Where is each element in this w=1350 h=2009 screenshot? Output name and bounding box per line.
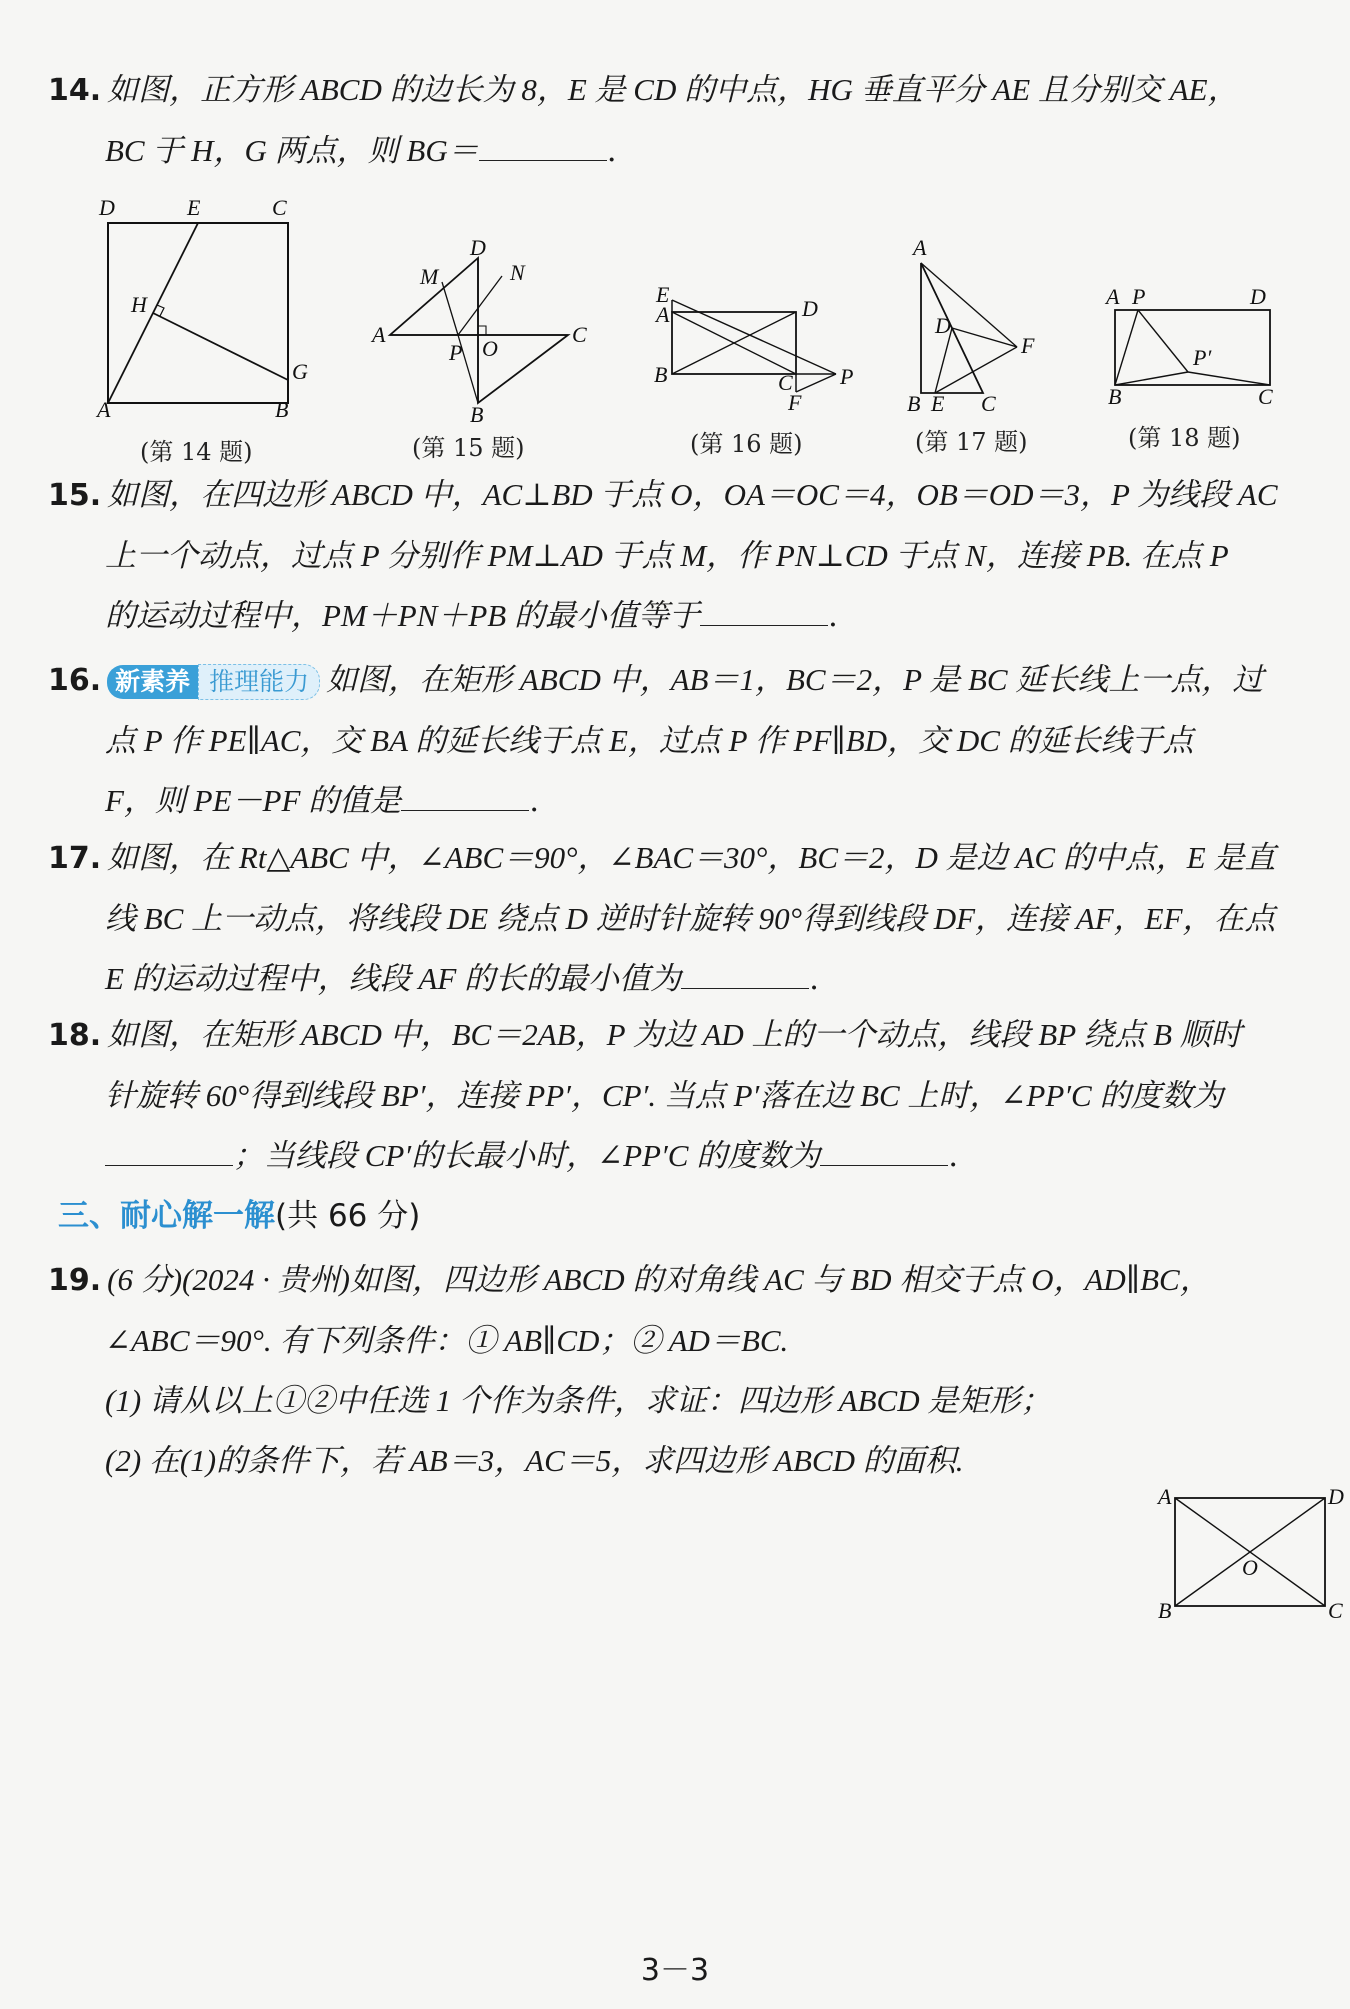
point-label: E (187, 195, 201, 220)
point-label: P (840, 364, 854, 389)
figure-17 (905, 235, 1065, 415)
figure-caption: (第 18 题) (1128, 424, 1241, 452)
section-header (58, 1190, 420, 1235)
question-text: . (948, 1138, 959, 1174)
point-label: B (1158, 1598, 1172, 1620)
question-text: ；当线段 CP′的长最小时，∠PP′C 的度数为 (233, 1138, 821, 1173)
point-label: B (654, 362, 668, 387)
tag-reasoning: 推理能力 (198, 664, 320, 700)
figure-16 (650, 282, 865, 412)
question-text: 如图，在矩形 ABCD 中，AB＝1，BC＝2，P 是 BC 延长线上一点，过 (326, 662, 1264, 697)
question-number: 18. (48, 1018, 102, 1053)
point-label: P (1132, 284, 1146, 309)
point-label: B (275, 397, 289, 420)
point-label: A (656, 302, 670, 327)
point-label: D (99, 195, 115, 220)
point-label: P (449, 340, 463, 365)
question-17 (48, 828, 1322, 1009)
point-label: O (482, 336, 498, 361)
answer-blank[interactable] (105, 1164, 233, 1166)
section-title: 三、耐心解一解 (58, 1198, 275, 1234)
question-text: . (809, 961, 819, 997)
tag-new-literacy: 新素养 (107, 665, 198, 699)
question-18 (48, 1005, 1322, 1186)
figure-caption: (第 16 题) (690, 430, 803, 458)
question-text: 点 P 作 PE∥AC，交 BA 的延长线于点 E，过点 P 作 PF∥BD，交 DC 的延长线于点 (105, 723, 1194, 758)
question-text: 如图，在 Rt△ABC 中，∠ABC＝90°，∠BAC＝30°，BC＝2，D 是边 AC 的中点，E 是直 (107, 840, 1276, 875)
question-text: 如图，在四边形 ABCD 中，AC⊥BD 于点 O，OA＝OC＝4，OB＝OD＝3，P 为线段 AC (107, 477, 1278, 512)
point-label: A (1158, 1484, 1172, 1509)
question-text: . (828, 598, 838, 634)
figure-18 (1100, 282, 1285, 412)
point-label: A (97, 397, 111, 420)
question-19 (48, 1250, 1322, 1491)
point-label: E (656, 282, 670, 307)
question-text: ∠ABC＝90°. 有下列条件：① AB∥CD；② AD＝BC. (105, 1323, 789, 1358)
figure-caption: (第 17 题) (915, 428, 1028, 456)
question-text: 的运动过程中，PM＋PN＋PB 的最小值等于 (105, 598, 700, 633)
figure-caption: (第 15 题) (412, 434, 525, 462)
figure-caption: (第 14 题) (140, 438, 253, 466)
question-14 (48, 60, 1322, 181)
point-label: C (981, 391, 996, 415)
question-number: 15. (48, 478, 102, 513)
point-label: D (935, 313, 951, 338)
point-label: D (1328, 1484, 1344, 1509)
point-label: D (470, 240, 486, 260)
question-number: 16. (48, 663, 102, 698)
question-text: 如图，在矩形 ABCD 中，BC＝2AB，P 为边 AD 上的一个动点，线段 BP 绕点 B 顺时 (107, 1017, 1242, 1052)
point-label: B (1108, 384, 1122, 409)
question-text: . (606, 133, 617, 169)
question-text: 线 BC 上一动点，将线段 DE 绕点 D 逆时针旋转 90°得到线段 DF，连接 AF，EF，在点 (105, 901, 1276, 936)
question-text: BC 于 H，G 两点，则 BG＝ (105, 133, 479, 168)
point-label: C (1328, 1598, 1343, 1620)
question-text: 如图，正方形 ABCD 的边长为 8，E 是 CD 的中点，HG 垂直平分 AE 且分别交 AE， (107, 72, 1239, 107)
point-label: E (931, 391, 945, 415)
question-text: (6 分)(2024 · 贵州)如图，四边形 ABCD 的对角线 AC 与 BD 相交于点 O，AD∥BC， (107, 1262, 1211, 1297)
question-text: . (529, 783, 540, 819)
point-label: D (1250, 284, 1266, 309)
point-label: F (788, 390, 802, 412)
question-text: E 的运动过程中，线段 AF 的长的最小值为 (105, 961, 682, 996)
answer-blank[interactable] (479, 159, 607, 161)
point-label: C (272, 195, 287, 220)
point-label: P′ (1193, 345, 1212, 370)
question-text: (2) 在(1)的条件下，若 AB＝3，AC＝5，求四边形 ABCD 的面积. (105, 1443, 964, 1478)
point-label: A (372, 322, 386, 347)
point-label: F (1021, 333, 1035, 358)
point-label: B (907, 391, 921, 415)
question-number: 19. (48, 1263, 102, 1298)
page-number: 3－3 (640, 1953, 710, 1988)
section-points: (共 66 分) (275, 1198, 421, 1234)
point-label: C (572, 322, 587, 347)
point-label: N (510, 260, 525, 285)
point-label: A (1106, 284, 1120, 309)
point-label: C (778, 370, 793, 395)
point-label: C (1258, 384, 1273, 409)
figure-19 (1150, 1480, 1345, 1620)
point-label: H (131, 292, 147, 317)
question-text: F，则 PE－PF 的值是 (105, 783, 402, 818)
point-label: D (802, 296, 818, 321)
point-label: G (292, 359, 308, 384)
point-label: M (420, 264, 439, 289)
answer-blank[interactable] (401, 809, 529, 811)
question-text: (1) 请从以上①②中任选 1 个作为条件，求证：四边形 ABCD 是矩形； (105, 1383, 1052, 1418)
question-15 (48, 465, 1322, 646)
point-label: B (470, 402, 484, 425)
question-16 (48, 650, 1322, 831)
question-number: 17. (48, 841, 102, 876)
figure-15 (370, 240, 590, 425)
question-text: 针旋转 60°得到线段 BP′，连接 PP′，CP′. 当点 P′落在边 BC 上时，∠PP′C 的度数为 (105, 1078, 1224, 1113)
figure-14 (95, 195, 320, 420)
question-number: 14. (48, 73, 102, 108)
question-text: 上一个动点，过点 P 分别作 PM⊥AD 于点 M，作 PN⊥CD 于点 N，连接 PB. 在点 P (105, 538, 1229, 573)
point-label: A (913, 235, 927, 260)
answer-blank[interactable] (820, 1164, 948, 1166)
point-label: O (1242, 1555, 1258, 1580)
answer-blank[interactable] (700, 624, 828, 626)
answer-blank[interactable] (681, 987, 809, 989)
